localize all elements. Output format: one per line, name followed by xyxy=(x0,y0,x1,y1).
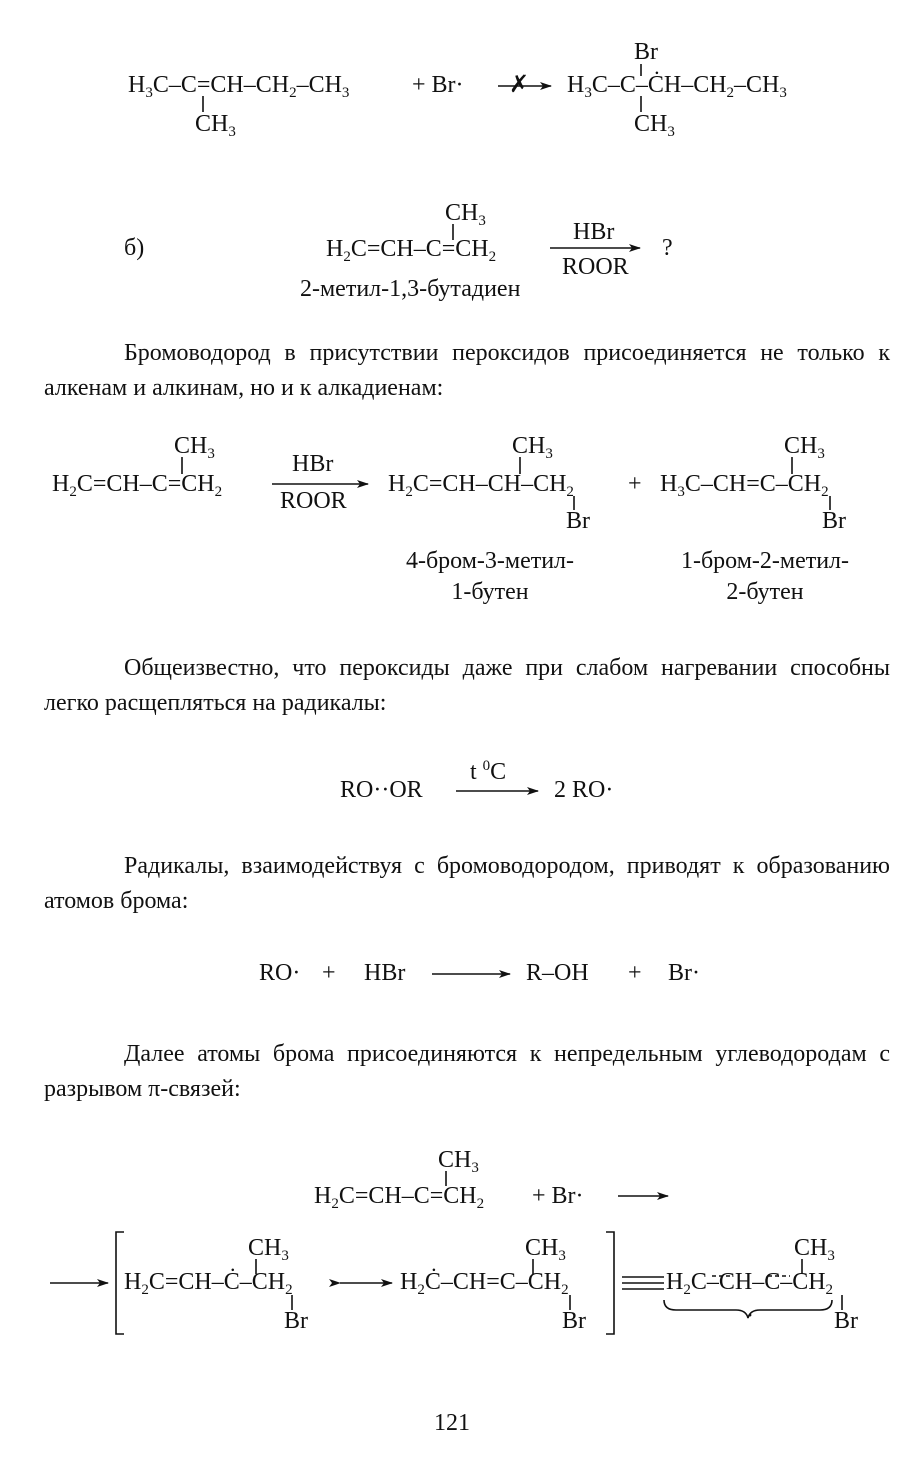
reaction-top-product-substituent: $CH_3$ xyxy=(634,111,675,140)
radical-reactant1: RO· xyxy=(259,960,301,986)
radical-product1: R–OH xyxy=(526,960,589,986)
reaction-top-reagent: + Br· xyxy=(412,72,464,98)
section-b-reagent-bottom: ROOR xyxy=(562,254,629,280)
peroxide-right: 2 RO· xyxy=(554,777,614,803)
resonance2-bromine: Br xyxy=(562,1308,586,1334)
final-reactant: $H_2C=CH-C=CH_2$ xyxy=(314,1183,485,1212)
bracket-right xyxy=(606,1232,614,1334)
section-b-formula: $H_2C=CH-C=CH_2$ xyxy=(326,236,497,265)
product1-substituent: $CH_3$ xyxy=(512,433,553,462)
resonance1-formula: $H_2C=CH-Ċ-CH_2$ xyxy=(124,1269,293,1298)
hybrid-radical-dot: · xyxy=(746,1303,754,1329)
reaction-top-reactant-substituent: $CH_3$ xyxy=(195,111,236,140)
resonance2-formula: $H_2Ċ-CH=C-CH_2$ xyxy=(400,1269,569,1298)
hbr-reagent-bottom: ROOR xyxy=(280,488,347,514)
peroxide-condition: t $^0$C xyxy=(470,758,507,785)
products-plus: + xyxy=(628,471,642,497)
section-b-question: ? xyxy=(662,235,673,261)
product1-bromine: Br xyxy=(566,508,590,534)
product2-formula: $H_3C-CH=C-CH_2$ xyxy=(660,471,829,500)
delocalization-brace xyxy=(664,1300,832,1318)
final-reactant-substituent: $CH_3$ xyxy=(438,1147,479,1176)
reaction-top-reactant: $H_3C-C=CH-CH_2-CH_3$ xyxy=(128,72,350,101)
section-b-reagent-top: HBr xyxy=(573,219,615,245)
radical-plus1: + xyxy=(322,960,336,986)
hybrid-formula: $H_2C-CH-C-CH_2$ xyxy=(666,1269,834,1298)
section-b-label: б) xyxy=(124,235,145,261)
hbr-reagent-top: HBr xyxy=(292,451,334,477)
product1-formula: $H_2C=CH-CH-CH_2$ xyxy=(388,471,574,500)
radical-plus2: + xyxy=(628,960,642,986)
product2-name: 1-бром-2-метил- 2-бутен xyxy=(680,548,850,605)
reaction-top-product-bromine: Br xyxy=(634,39,658,65)
paragraph-hbr-peroxide: Бромоводород в присутствии пероксидов присоединяется не только к алкенам и алкинам, но и к алкадиенам: xyxy=(44,340,890,401)
product2-bromine: Br xyxy=(822,508,846,534)
resonance2-substituent: $CH_3$ xyxy=(525,1235,566,1264)
resonance1-substituent: $CH_3$ xyxy=(248,1235,289,1264)
peroxide-left: RO··OR xyxy=(340,777,423,803)
hybrid-bromine: Br xyxy=(834,1308,858,1334)
blocked-arrow-cross: ✗ xyxy=(509,72,530,98)
reaction-top-product: $H_3C-C-ĊH-CH_2-CH_3$ xyxy=(567,72,787,101)
final-reagent: + Br· xyxy=(532,1183,584,1209)
section-b-substituent: $CH_3$ xyxy=(445,200,486,229)
radical-reactant2: HBr xyxy=(364,960,406,986)
hbr-reactant: $H_2C=CH-C=CH_2$ xyxy=(52,471,223,500)
section-b-name: 2-метил-1,3-бутадиен xyxy=(300,276,521,302)
product1-name: 4-бром-3-метил- 1-бутен xyxy=(405,548,575,605)
bracket-left xyxy=(116,1232,124,1334)
page-number: 121 xyxy=(434,1410,470,1436)
hbr-reactant-substituent: $CH_3$ xyxy=(174,433,215,462)
resonance1-bromine: Br xyxy=(284,1308,308,1334)
paragraph-radicals: Радикалы, взаимодействуя с бромоводородом, приводят к образованию атомов брома: xyxy=(44,853,890,914)
hybrid-substituent: $CH_3$ xyxy=(794,1235,835,1264)
paragraph-bromine-addition: Далее атомы брома присоединяются к непредельным углеводородам с разрывом π-связей: xyxy=(44,1041,890,1102)
paragraph-peroxide-split: Общеизвестно, что пероксиды даже при слабом нагревании способны легко расщепляться на радикалы: xyxy=(44,655,890,716)
radical-product2: Br· xyxy=(668,960,700,986)
product2-substituent: $CH_3$ xyxy=(784,433,825,462)
